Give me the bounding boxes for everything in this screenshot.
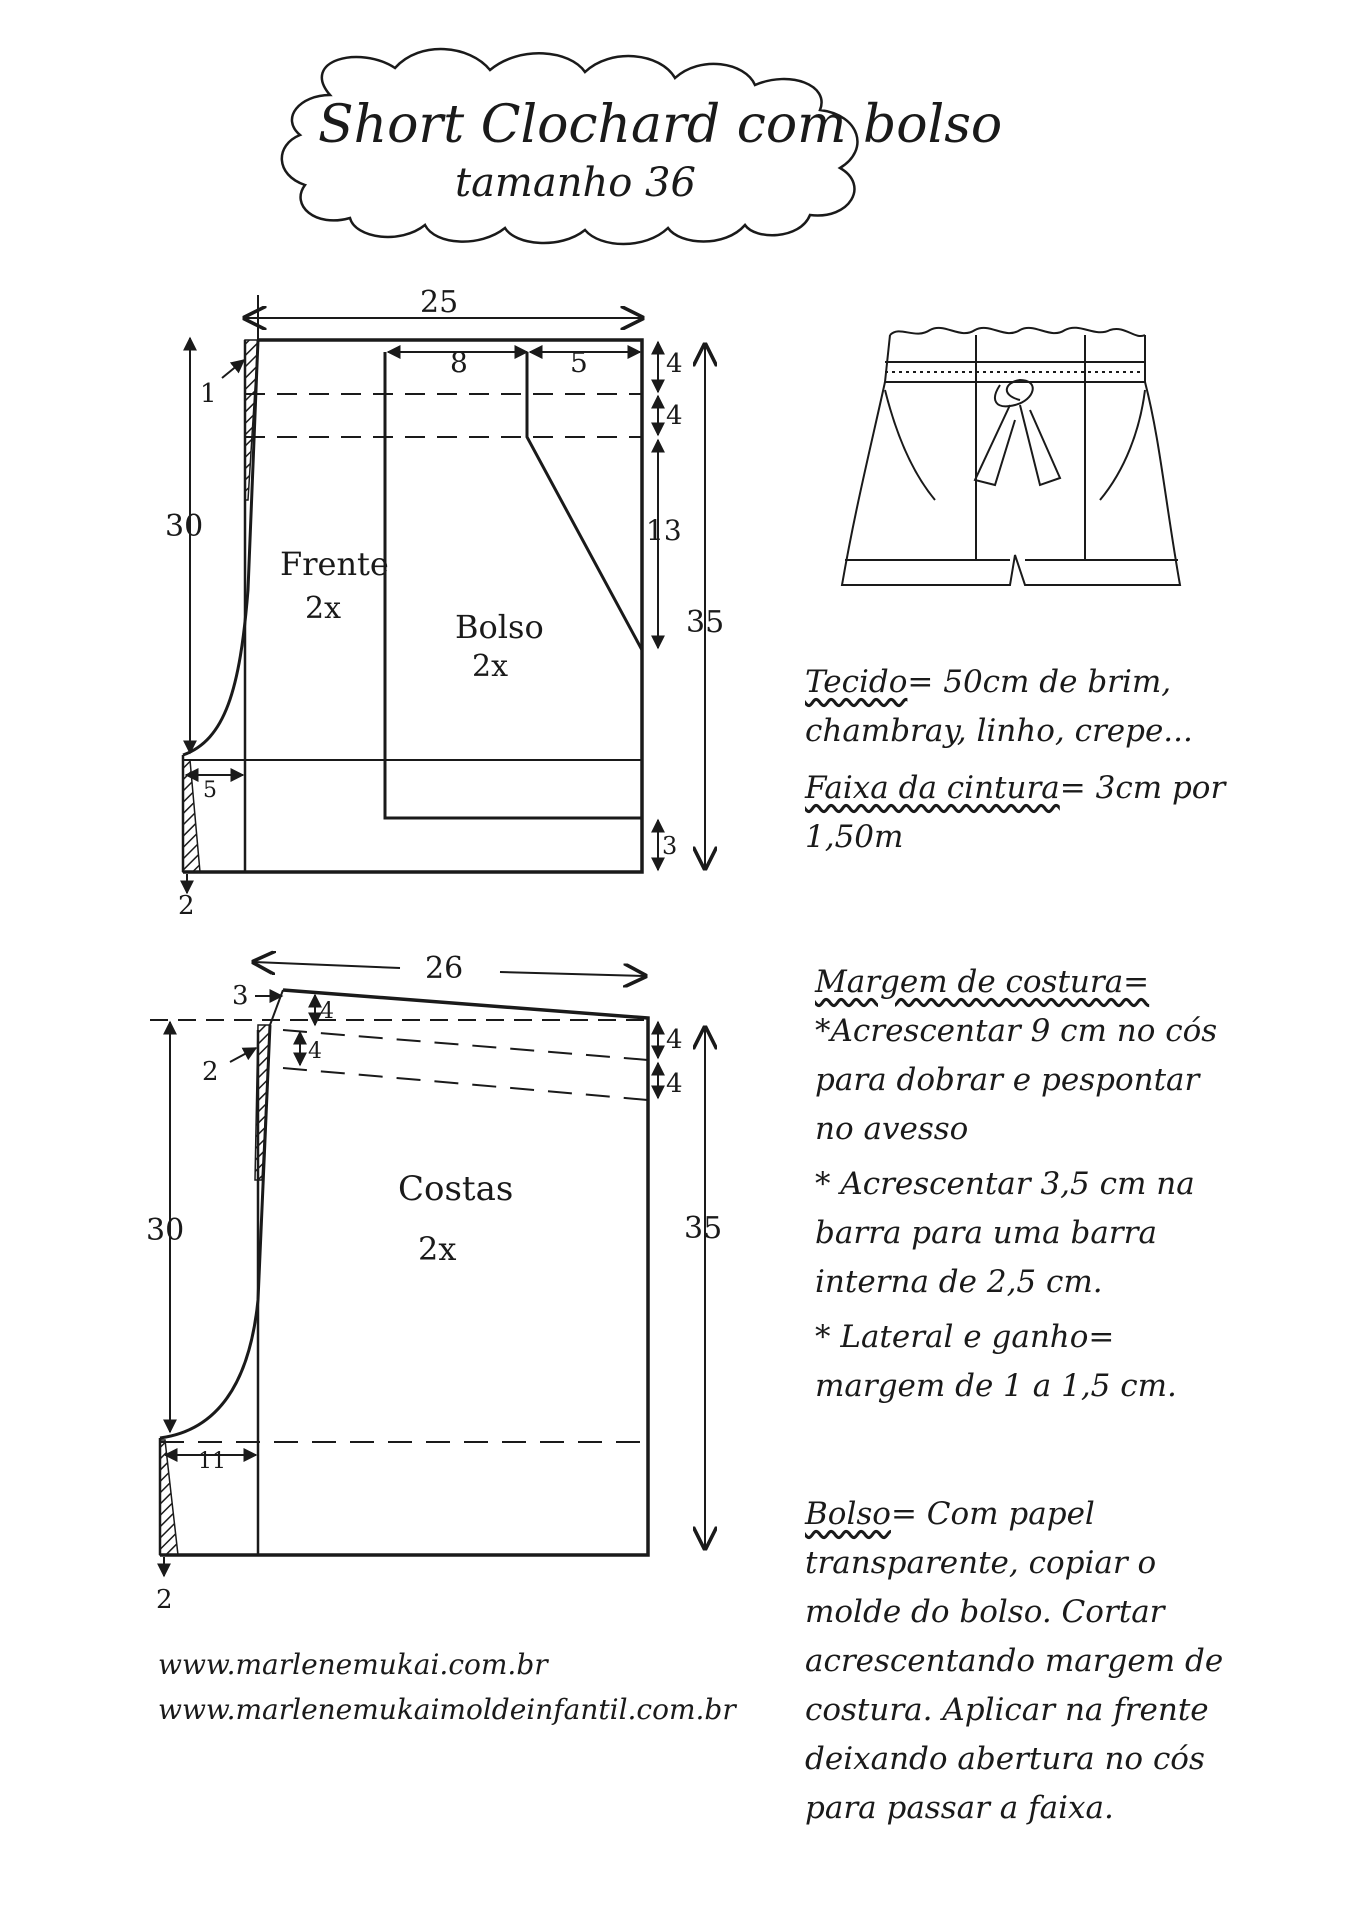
- front-waist-band-label-1: 4: [666, 349, 683, 379]
- waistband-label: Faixa da cintura: [805, 770, 1060, 806]
- back-waist-band-label-2: 4: [666, 1069, 683, 1099]
- back-piece-count: 2x: [418, 1230, 457, 1268]
- seam-note-1: *Acrescentar 9 cm no cós para dobrar e pespontar no avesso: [815, 1013, 1218, 1147]
- pocket-note: [805, 1490, 1255, 1833]
- back-crotch-ext-label: 11: [198, 1449, 226, 1474]
- back-pattern: [150, 962, 705, 1576]
- front-pocket-side-label: 13: [646, 514, 682, 547]
- pocket-note-label: Bolso: [805, 1496, 891, 1532]
- front-top-offset-label: 1: [200, 379, 217, 409]
- front-hem-label: 3: [662, 832, 678, 860]
- back-inner-band-1: 4: [320, 999, 334, 1024]
- front-crotch-length-label: 30: [165, 509, 204, 544]
- front-piece-name: Frente: [280, 545, 389, 583]
- back-inner-band-2: 4: [308, 1039, 322, 1064]
- shorts-sketch: [842, 328, 1180, 585]
- website-1: www.marlenemukai.com.br: [158, 1648, 548, 1681]
- back-top-offset-label: 3: [232, 981, 249, 1011]
- front-pocket-left-label: 8: [450, 346, 468, 379]
- front-width-label: 25: [420, 285, 459, 320]
- fabric-note: [805, 658, 1275, 862]
- back-width-label: 26: [425, 951, 464, 986]
- website-2: www.marlenemukaimoldeinfantil.com.br: [158, 1693, 736, 1726]
- front-pattern: [183, 295, 705, 893]
- front-total-length-label: 35: [686, 605, 725, 640]
- pocket-note-text: = Com papel transparente, copiar o molde do bolso. Cortar acrescentando margem de costura. Aplicar na frente deixando abertura no cós para passar a faixa.: [805, 1496, 1224, 1826]
- waistband-text: = 3cm por 1,50m: [805, 770, 1226, 855]
- back-waist-band-label-1: 4: [666, 1025, 683, 1055]
- seam-title: Margem de costura=: [815, 964, 1150, 1000]
- back-bottom-offset-label: 2: [156, 1585, 173, 1615]
- title-line-2: tamanho 36: [455, 160, 696, 206]
- fabric-label: Tecido: [805, 664, 908, 700]
- front-bottom-offset-label: 2: [178, 891, 195, 921]
- seam-note-3: * Lateral e ganho= margem de 1 a 1,5 cm.: [815, 1319, 1177, 1404]
- back-total-length-label: 35: [684, 1211, 723, 1246]
- front-pocket-count: 2x: [472, 649, 509, 684]
- front-pocket-name: Bolso: [455, 608, 544, 646]
- title-line-1: Short Clochard com bolso: [318, 95, 1003, 155]
- seam-note-2: * Acrescentar 3,5 cm na barra para uma barra interna de 2,5 cm.: [815, 1166, 1195, 1300]
- seam-allowance-note: [815, 958, 1235, 1411]
- front-piece-count: 2x: [305, 591, 342, 626]
- fabric-text: = 50cm de brim, chambray, linho, crepe...: [805, 664, 1193, 749]
- front-waist-band-label-2: 4: [666, 401, 683, 431]
- front-pocket-right-label: 5: [570, 346, 588, 379]
- front-crotch-ext-label: 5: [203, 778, 217, 803]
- back-piece-name: Costas: [398, 1169, 514, 1209]
- back-crotch-length-label: 30: [146, 1213, 185, 1248]
- back-side-offset-label: 2: [202, 1057, 219, 1087]
